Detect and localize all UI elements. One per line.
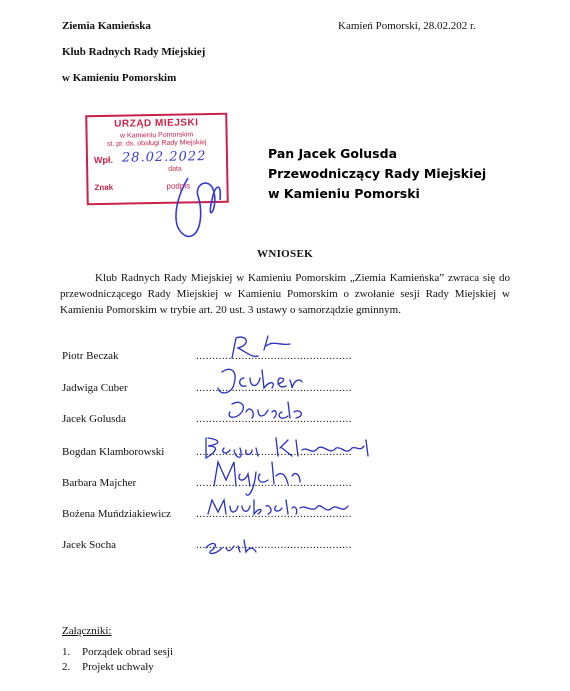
document-title: WNIOSEK [257,248,313,260]
stamp-received-date: 28.02.2022 [121,149,207,166]
signatory-name-2: Jadwiga Cuber [62,382,128,394]
signature-line-2: ................................................ [196,382,352,394]
stamp-line-2: st. pr. ds. obsługi Rady Miejskiej [106,139,207,148]
attachment-item [62,645,173,660]
request-body-text: Klub Radnych Rady Miejskiej w Kamieniu Pomorskim „Ziemia Kamieńska” zwraca się do przewodniczącego Rady Miejskiej w Kamieniu Pomorskim o zwołanie sesji Rady Miejskiej w Kamieniu Pomorskim w trybie art. 20 ust. 3 ustawy o samorządzie gminnym. [60,272,510,316]
attachment-item [62,660,173,675]
signature-line-1: ................................................ [196,350,352,362]
attachment-label: Projekt uchwały [82,661,154,673]
signature-line-3: ................................................ [196,413,352,425]
sender-line-1: Ziemia Kamieńska [62,20,151,32]
attachment-label: Porządek obrad sesji [82,646,174,658]
request-body [60,270,510,318]
signature-line-6: ................................................ [196,508,352,520]
attachment-number: 1. [62,646,71,658]
attachments-list [62,645,173,675]
stamp-date-label: data [168,165,182,173]
signature-line-5: ................................................ [196,477,352,489]
sender-line-2: Klub Radnych Rady Miejskiej [62,46,206,58]
signatory-name-7: Jacek Socha [62,539,117,551]
signatory-name-1: Piotr Beczak [62,350,119,362]
addressee-line-3: w Kamieniu Pomorski [268,186,420,201]
stamp-mark-label: Znak [94,182,114,193]
registry-stamp [85,113,229,205]
attachment-number: 2. [62,661,71,673]
signature-line-4: ................................................ [196,446,352,458]
signatory-name-4: Bogdan Klamborowski [62,446,165,458]
place-date: Kamień Pomorski, 28.02.202 r. [338,20,476,32]
addressee-line-1: Pan Jacek Golusda [268,146,398,161]
attachments-title: Załączniki: [62,625,112,637]
signatory-name-3: Jacek Golusda [62,413,126,425]
addressee-line-2: Przewodniczący Rady Miejskiej [268,166,487,181]
stamp-header: URZĄD MIEJSKI [114,117,199,130]
stamp-signature-label: podpis [166,181,191,191]
signatory-name-5: Barbara Majcher [62,477,137,489]
signature-line-7: ................................................ [196,539,352,551]
sender-line-3: w Kamieniu Pomorskim [62,72,177,84]
signatory-name-6: Bożena Muńdziakiewicz [62,508,172,520]
stamp-line-1: w Kamieniu Pomorskim [119,131,194,140]
stamp-received-label: Wpł. [93,154,114,166]
